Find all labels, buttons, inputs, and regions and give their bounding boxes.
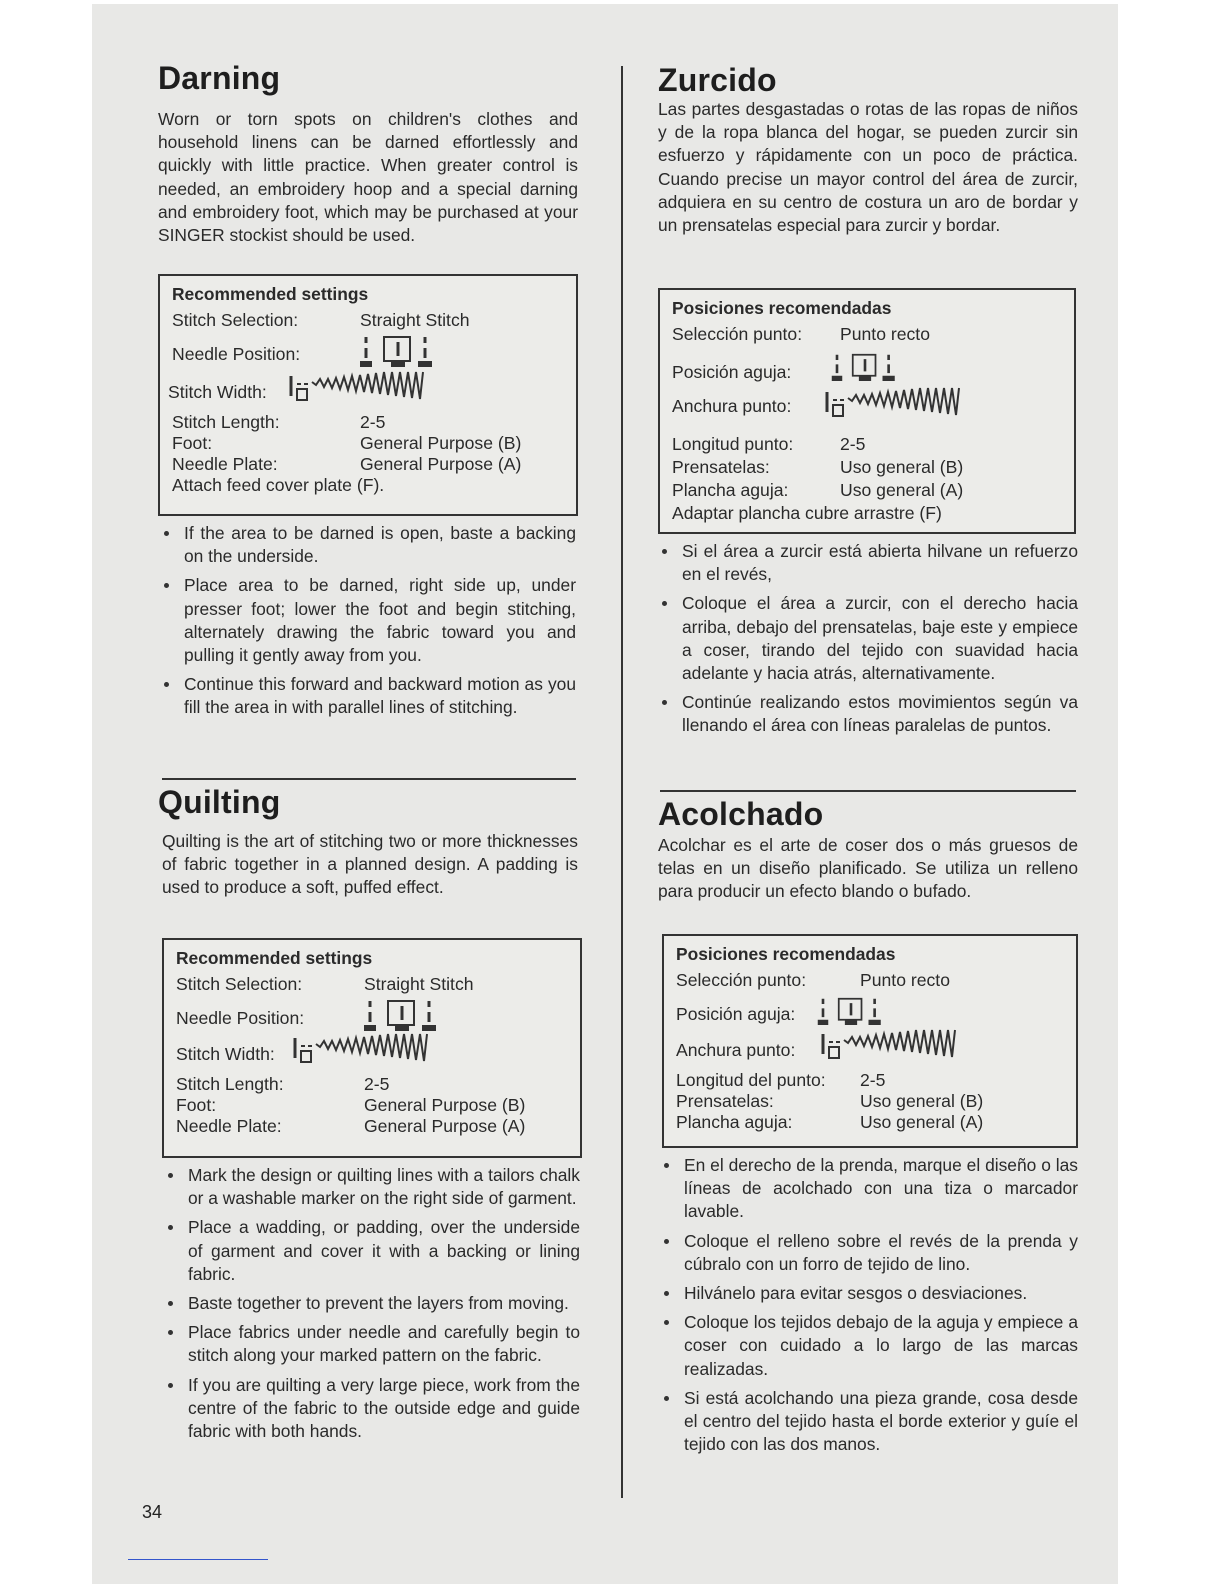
list-item: If the area to be darned is open, baste a backing on the underside. bbox=[160, 522, 576, 568]
stitch-length-label: Longitud del punto: bbox=[676, 1070, 826, 1090]
section-rule bbox=[660, 790, 1076, 792]
stitch-width-label: Anchura punto: bbox=[672, 396, 792, 416]
darning-title: Darning bbox=[158, 60, 281, 96]
list-item: Continue this forward and backward motion as you fill the area in with parallel lines of stitching. bbox=[160, 673, 576, 719]
needle-plate-label: Needle Plate: bbox=[172, 454, 278, 474]
list-item: Continúe realizando estos movimientos según va llenando el área con líneas paralelas de puntos. bbox=[658, 691, 1078, 737]
acolchado-intro-wrap bbox=[658, 834, 1078, 904]
stitch-selection-value: Punto recto bbox=[860, 970, 950, 990]
list-item: Place a wadding, or padding, over the underside of garment and cover it with a backing or lining fabric. bbox=[164, 1216, 580, 1286]
list-item: Mark the design or quilting lines with a tailors chalk or a washable marker on the right side of garment. bbox=[164, 1164, 580, 1210]
stitch-selection-value: Punto recto bbox=[840, 324, 930, 344]
stitch-length-label: Stitch Length: bbox=[176, 1074, 284, 1094]
zurcido-section bbox=[658, 62, 1078, 99]
needle-position-label: Needle Position: bbox=[176, 1008, 305, 1028]
foot-label: Prensatelas: bbox=[672, 457, 770, 477]
link-underline bbox=[128, 1559, 268, 1560]
zurcido-steps bbox=[658, 540, 1078, 744]
needle-position-label: Posición aguja: bbox=[672, 362, 792, 382]
stitch-width-label: Stitch Width: bbox=[176, 1044, 275, 1064]
foot-value: Uso general (B) bbox=[860, 1091, 984, 1111]
quilting-settings-box bbox=[162, 938, 582, 1158]
acolchado-steps bbox=[660, 1154, 1078, 1462]
darning-intro: Worn or torn spots on children's clothes and household linens can be darned effortlessly and quickly with little practice. When greater control is needed, an embroidery hoop and a special darning and embroidery foot, which may be purchased at your SINGER stockist should be used. bbox=[158, 109, 578, 246]
list-item: If you are quilting a very large piece, work from the centre of the fabric to the outside edge and guide fabric with both hands. bbox=[164, 1374, 580, 1444]
list-item: Place fabrics under needle and carefully begin to stitch along your marked pattern on the fabric. bbox=[164, 1321, 580, 1367]
acolchado-settings-box bbox=[662, 934, 1078, 1148]
stitch-width-label: Stitch Width: bbox=[168, 382, 267, 402]
needle-position-label: Needle Position: bbox=[172, 344, 301, 364]
quilting-section bbox=[158, 784, 578, 821]
foot-label: Foot: bbox=[172, 433, 213, 453]
needle-plate-label: Needle Plate: bbox=[176, 1116, 282, 1136]
stitch-selection-label: Stitch Selection: bbox=[172, 310, 299, 330]
needle-position-icon bbox=[816, 996, 886, 1031]
quilting-steps bbox=[164, 1164, 580, 1449]
darning-intro-wrap bbox=[158, 108, 578, 247]
darning-section bbox=[158, 60, 578, 97]
stitch-selection-label: Stitch Selection: bbox=[176, 974, 303, 994]
stitch-width-icon bbox=[292, 1032, 452, 1071]
section-rule bbox=[162, 778, 576, 780]
foot-value: Uso general (B) bbox=[840, 457, 964, 477]
list-item: En el derecho de la prenda, marque el diseño o las líneas de acolchado con una tiza o marcador lavable. bbox=[660, 1154, 1078, 1224]
page-number: 34 bbox=[142, 1502, 163, 1522]
darning-settings-box bbox=[158, 274, 578, 516]
stitch-length-label: Longitud punto: bbox=[672, 434, 794, 454]
stitch-length-value: 2-5 bbox=[840, 434, 866, 454]
needle-plate-value: General Purpose (A) bbox=[364, 1116, 526, 1136]
acolchado-title: Acolchado bbox=[658, 796, 824, 832]
needle-plate-label: Plancha aguja: bbox=[676, 1112, 793, 1132]
stitch-width-label: Anchura punto: bbox=[676, 1040, 796, 1060]
foot-value: General Purpose (B) bbox=[364, 1095, 526, 1115]
stitch-length-label: Stitch Length: bbox=[172, 412, 280, 432]
needle-position-icon bbox=[358, 334, 438, 373]
zurcido-title: Zurcido bbox=[658, 62, 777, 98]
acolchado-section bbox=[658, 796, 1078, 833]
stitch-length-value: 2-5 bbox=[364, 1074, 390, 1094]
zurcido-intro: Las partes desgastadas o rotas de las ropas de niños y de la ropa blanca del hogar, se pueden zurcir sin esfuerzo y rápidamente con un poco de práctica. Cuando precise un mayor control del área de zurcir, adquiera en su centro de costura un aro de bordar y un prensatelas especial para zurcir y bordar. bbox=[658, 99, 1078, 236]
stitch-selection-value: Straight Stitch bbox=[364, 974, 474, 994]
list-item: Hilvánelo para evitar sesgos o desviaciones. bbox=[660, 1282, 1078, 1305]
quilting-intro-wrap bbox=[162, 830, 578, 900]
stitch-width-icon bbox=[288, 370, 448, 409]
list-item: Baste together to prevent the layers from moving. bbox=[164, 1292, 580, 1315]
stitch-length-value: 2-5 bbox=[860, 1070, 886, 1090]
settings-title: Recommended settings bbox=[172, 284, 369, 304]
zurcido-settings-box bbox=[658, 288, 1076, 534]
stitch-selection-label: Selección punto: bbox=[676, 970, 807, 990]
list-item: Coloque los tejidos debajo de la aguja y empiece a coser con cuidado a lo largo de las marcas realizadas. bbox=[660, 1311, 1078, 1381]
list-item: Place area to be darned, right side up, under presser foot; lower the foot and begin stitching, alternately drawing the fabric toward you and pulling it gently away from you. bbox=[160, 574, 576, 667]
stitch-width-icon bbox=[824, 386, 984, 425]
needle-plate-value: Uso general (A) bbox=[860, 1112, 984, 1132]
settings-note: Attach feed cover plate (F). bbox=[172, 475, 385, 495]
list-item: Coloque el área a zurcir, con el derecho hacia arriba, debajo del prensatelas, baje este y empiece a coser, tirando del tejido con suavidad hacia adelante y hacia atrás, alternativamente. bbox=[658, 592, 1078, 685]
foot-value: General Purpose (B) bbox=[360, 433, 522, 453]
stitch-length-value: 2-5 bbox=[360, 412, 386, 432]
list-item: Coloque el relleno sobre el revés de la prenda y cúbralo con un forro de tejido de lino. bbox=[660, 1230, 1078, 1276]
needle-position-icon bbox=[830, 352, 900, 387]
column-divider bbox=[621, 66, 623, 1498]
stitch-selection-value: Straight Stitch bbox=[360, 310, 470, 330]
needle-position-label: Posición aguja: bbox=[676, 1004, 796, 1024]
settings-note: Adaptar plancha cubre arrastre (F) bbox=[672, 503, 942, 523]
zurcido-intro-wrap bbox=[658, 98, 1078, 237]
stitch-width-icon bbox=[820, 1028, 980, 1067]
acolchado-intro: Acolchar es el arte de coser dos o más gruesos de telas en un diseño planificado. Se utiliza un relleno para producir un efecto blando o bufado. bbox=[658, 835, 1078, 902]
needle-plate-value: General Purpose (A) bbox=[360, 454, 522, 474]
quilting-title: Quilting bbox=[158, 784, 281, 820]
stitch-selection-label: Selección punto: bbox=[672, 324, 803, 344]
foot-label: Foot: bbox=[176, 1095, 217, 1115]
list-item: Si está acolchando una pieza grande, cosa desde el centro del tejido hasta el borde exterior y guíe el tejido con las dos manos. bbox=[660, 1387, 1078, 1457]
list-item: Si el área a zurcir está abierta hilvane un refuerzo en el revés, bbox=[658, 540, 1078, 586]
quilting-intro: Quilting is the art of stitching two or more thicknesses of fabric together in a planned design. A padding is used to produce a soft, puffed effect. bbox=[162, 831, 578, 898]
settings-title: Posiciones recomendadas bbox=[672, 298, 892, 318]
needle-plate-label: Plancha aguja: bbox=[672, 480, 789, 500]
settings-title: Recommended settings bbox=[176, 948, 373, 968]
darning-steps bbox=[160, 522, 576, 726]
settings-title: Posiciones recomendadas bbox=[676, 944, 896, 964]
needle-plate-value: Uso general (A) bbox=[840, 480, 964, 500]
foot-label: Prensatelas: bbox=[676, 1091, 774, 1111]
